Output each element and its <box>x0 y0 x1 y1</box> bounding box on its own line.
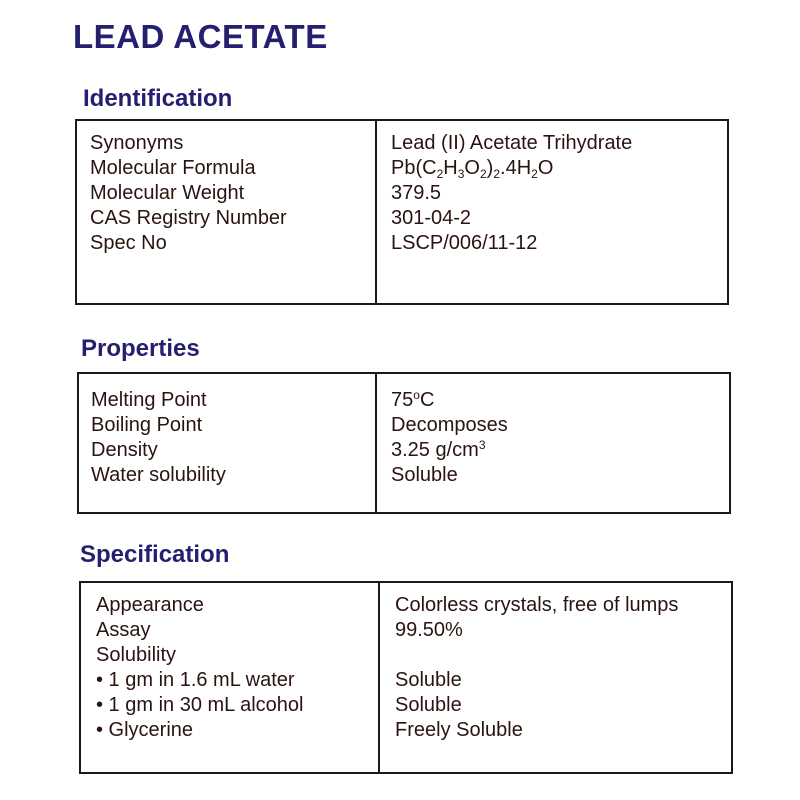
molecular-formula-value: $Pb(C_2H_3O_2)_2.4H_2O$ <box>391 157 554 181</box>
solubility-spacer <box>395 643 678 668</box>
identification-labels <box>90 131 287 256</box>
solubility-label: Solubility <box>96 644 177 666</box>
molecular-weight-value: 379.5 <box>391 182 442 204</box>
specification-values <box>395 593 678 743</box>
properties-labels <box>91 388 226 488</box>
boiling-point-label: Boiling Point <box>91 414 203 436</box>
identification-heading: Identification <box>83 85 233 112</box>
spec-no-value: LSCP/006/11-12 <box>391 232 538 254</box>
appearance-label: Appearance <box>96 594 204 616</box>
melting-point-value: 75$^o$C <box>391 388 435 411</box>
specification-table <box>79 581 733 774</box>
solubility-item-label: • 1 gm in 30 mL alcohol <box>96 694 304 716</box>
assay-label: Assay <box>96 619 151 641</box>
molecular-weight-label: Molecular Weight <box>90 182 245 204</box>
column-divider <box>375 374 377 512</box>
solubility-item-value: Freely Soluble <box>395 719 523 741</box>
specification-labels <box>96 593 303 743</box>
synonyms-value: Lead (II) Acetate Trihydrate <box>391 132 633 154</box>
solubility-item-label: • Glycerine <box>96 719 194 741</box>
spec-no-label: Spec No <box>90 232 167 254</box>
cas-number-label: CAS Registry Number <box>90 207 287 229</box>
water-solubility-label: Water solubility <box>91 464 226 486</box>
properties-values <box>391 388 508 488</box>
boiling-point-value: Decomposes <box>391 414 508 436</box>
identification-table <box>75 119 729 305</box>
properties-heading: Properties <box>81 335 200 362</box>
synonyms-label: Synonyms <box>90 132 184 154</box>
solubility-item-value: Soluble <box>395 669 462 691</box>
identification-values <box>391 131 632 256</box>
cas-number-value: 301-04-2 <box>391 207 472 229</box>
molecular-formula-label: Molecular Formula <box>90 157 256 179</box>
water-solubility-value: Soluble <box>391 464 458 486</box>
melting-point-label: Melting Point <box>91 389 207 411</box>
page-title: LEAD ACETATE <box>73 18 328 55</box>
column-divider <box>378 583 380 772</box>
specification-heading: Specification <box>80 541 230 568</box>
appearance-value: Colorless crystals, free of lumps <box>395 594 679 616</box>
assay-value: 99.50% <box>395 619 463 641</box>
solubility-item-label: • 1 gm in 1.6 mL water <box>96 669 295 691</box>
density-label: Density <box>91 439 158 461</box>
density-value: 3.25 $g/cm^3$ <box>391 438 486 461</box>
solubility-item-value: Soluble <box>395 694 462 716</box>
properties-table <box>77 372 731 514</box>
column-divider <box>375 121 377 303</box>
